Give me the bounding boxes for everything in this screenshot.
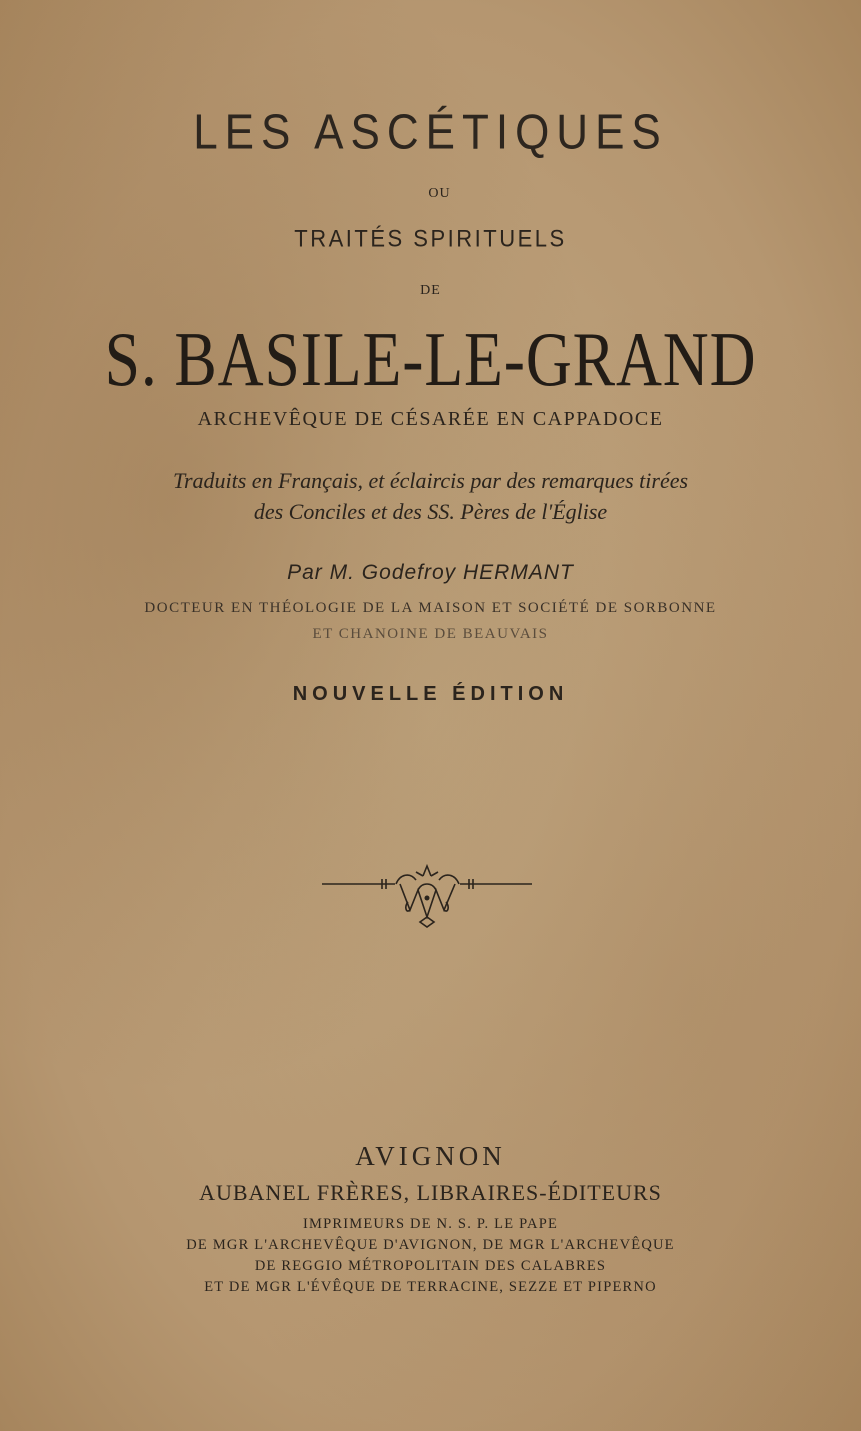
book-title: LES ASCÉTIQUES bbox=[193, 105, 668, 160]
author-role: ARCHEVÊQUE DE CÉSARÉE EN CAPPADOCE bbox=[197, 408, 664, 430]
conjunction-ou: OU bbox=[428, 186, 451, 201]
imprint-line-4: ET DE MGR L'ÉVÊQUE DE TERRACINE, SEZZE ET PIPERNO bbox=[204, 1279, 657, 1295]
imprint-line-3: DE REGGIO MÉTROPOLITAIN DES CALABRES bbox=[254, 1258, 607, 1274]
imprint-line-1: IMPRIMEURS DE N. S. P. LE PAPE bbox=[302, 1216, 559, 1232]
floral-ornament-icon bbox=[320, 862, 535, 932]
book-subtitle: TRAITÉS SPIRITUELS bbox=[294, 224, 567, 253]
author-name: S. BASILE-LE-GRAND bbox=[104, 316, 757, 404]
translator: Par M. Godefroy HERMANT bbox=[287, 561, 574, 584]
imprint-publisher: AUBANEL FRÈRES, LIBRAIRES-ÉDITEURS bbox=[199, 1180, 662, 1205]
conjunction-de: DE bbox=[420, 283, 441, 298]
translator-title-line-1: DOCTEUR EN THÉOLOGIE DE LA MAISON ET SOCIÉTÉ DE SORBONNE bbox=[144, 600, 717, 616]
imprint-line-2: DE MGR L'ARCHEVÊQUE D'AVIGNON, DE MGR L'ARCHEVÊQUE bbox=[186, 1237, 675, 1253]
edition: NOUVELLE ÉDITION bbox=[292, 683, 569, 705]
imprint-city: AVIGNON bbox=[355, 1141, 506, 1171]
description-line-1: Traduits en Français, et éclaircis par des remarques tirées bbox=[172, 468, 689, 493]
translator-title-line-2: ET CHANOINE DE BEAUVAIS bbox=[312, 626, 549, 642]
description-line-2: des Conciles et des SS. Pères de l'Église bbox=[253, 499, 608, 524]
